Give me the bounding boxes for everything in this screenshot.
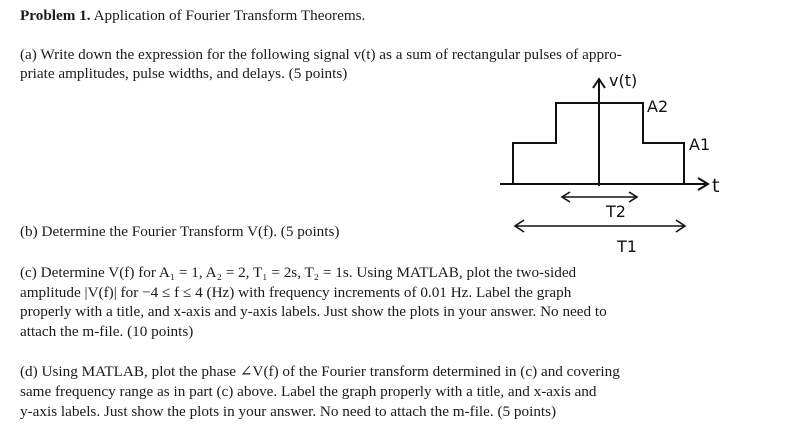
part-d-line-1: (d) Using MATLAB, plot the phase ∠V(f) of the Fourier transform determined in (c) and covering	[20, 363, 620, 380]
part-b-line-1: (b) Determine the Fourier Transform V(f). (5 points)	[20, 223, 340, 240]
x-axis-label: t	[712, 175, 720, 197]
part-d-line-2: same frequency range as in part (c) above. Label the graph properly with a title, and x-axis and	[20, 383, 597, 400]
part-a-line-2: priate amplitudes, pulse widths, and delays. (5 points)	[20, 65, 348, 82]
problem-title-text: Application of Fourier Transform Theorems.	[93, 7, 366, 24]
problem-heading: Problem 1.	[20, 7, 91, 24]
part-c-line-1: (c) Determine V(f) for A₁ = 1, A₂ = 2, T₁ = 2s, T₂ = 1s. Using MATLAB, plot the two-sided	[20, 264, 577, 281]
amp-inner-label: A2	[647, 97, 669, 116]
part-c-line-4: attach the m-file. (10 points)	[20, 323, 194, 340]
part-d-line-3: y-axis labels. Just show the plots in your answer. No need to attach the m-file. (5 points)	[20, 403, 557, 420]
outer-width-label: T1	[617, 237, 637, 256]
y-axis-label: v(t)	[609, 71, 638, 90]
part-a-line-1: (a) Write down the expression for the following signal v(t) as a sum of rectangular pulses of appro-	[20, 46, 622, 63]
amp-outer-label: A1	[689, 135, 711, 154]
part-c-line-3: properly with a title, and x-axis and y-axis labels. Just show the plots in your answer. No need to	[20, 303, 607, 320]
inner-width-label: T2	[606, 202, 626, 221]
part-c-line-2: amplitude |V(f)| for −4 ≤ f ≤ 4 (Hz) with frequency increments of 0.01 Hz. Label the graph	[20, 284, 572, 301]
